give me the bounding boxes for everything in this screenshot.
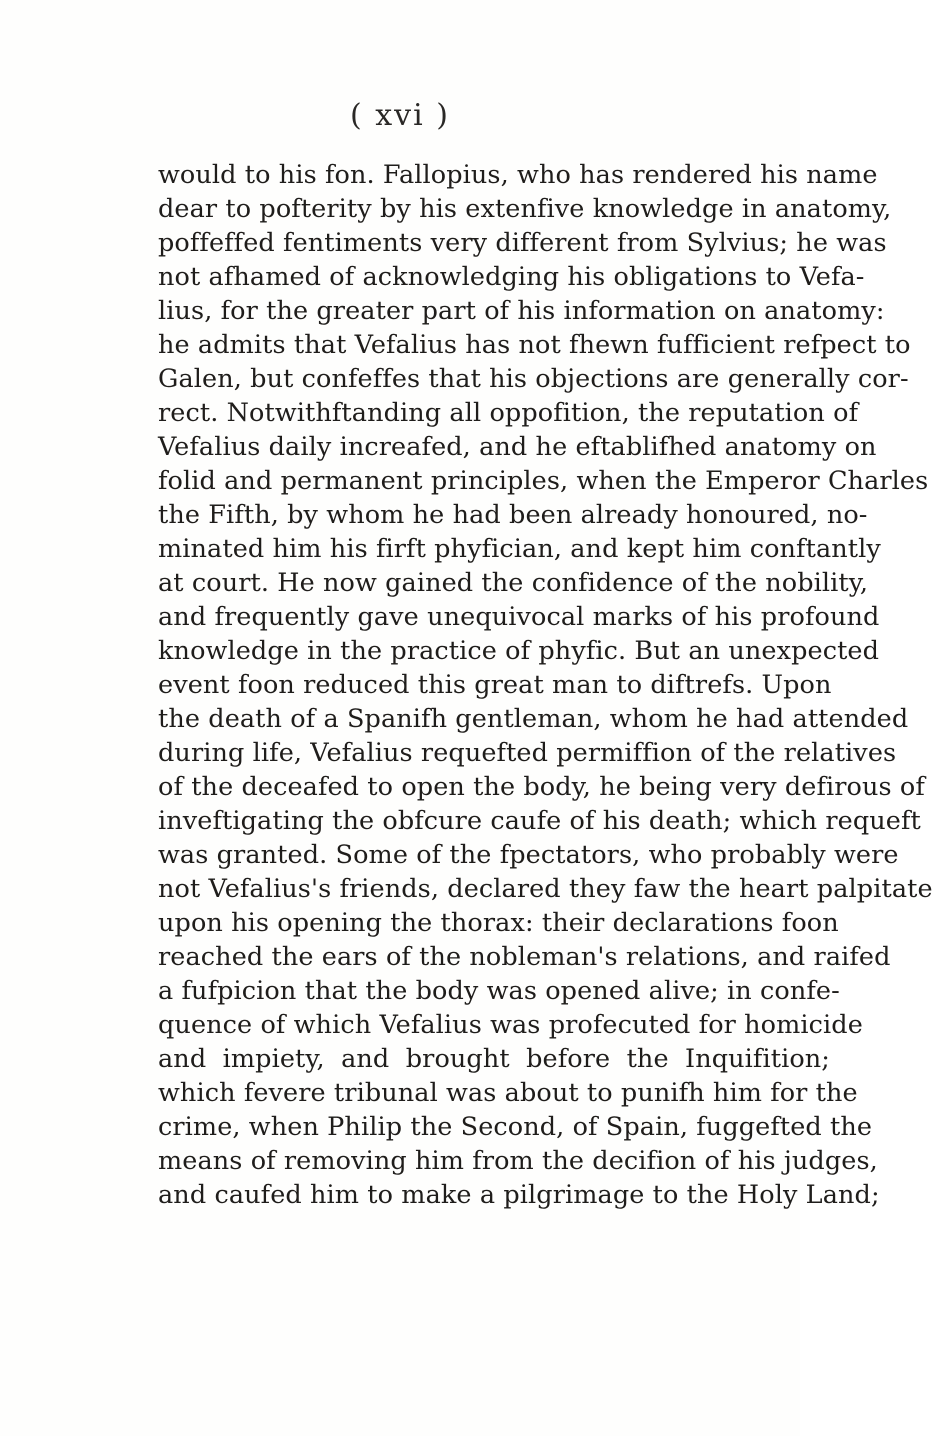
text-line: and frequently gave unequivocal marks of his profound	[158, 602, 880, 632]
text-line: rect. Notwithftanding all oppofition, the reputation of	[158, 398, 859, 428]
text-line: the death of a Spanifh gentleman, whom he had attended	[158, 704, 909, 734]
text-line: quence of which Vefalius was profecuted for homicide	[158, 1010, 863, 1040]
page-number: ( xvi )	[350, 98, 450, 133]
text-line: dear to pofterity by his extenfive knowledge in anatomy,	[158, 194, 892, 224]
text-line: Galen, but confeffes that his objections are generally cor-	[158, 364, 909, 394]
text-line: poffeffed fentiments very different from Sylvius; he was	[158, 228, 887, 258]
text-line: would to his fon. Fallopius, who has rendered his name	[158, 160, 878, 190]
text-line: he admits that Vefalius has not fhewn fufficient refpect to	[158, 330, 911, 360]
text-line: was granted. Some of the fpectators, who probably were	[158, 840, 899, 870]
text-line: means of removing him from the decifion of his judges,	[158, 1146, 878, 1176]
text-line: of the deceafed to open the body, he being very defirous of	[158, 772, 925, 802]
text-line: folid and permanent principles, when the Emperor Charles	[158, 466, 929, 496]
text-line: event foon reduced this great man to diftrefs. Upon	[158, 670, 832, 700]
text-line: and impiety, and brought before the Inquifition;	[158, 1044, 830, 1074]
text-line: reached the ears of the nobleman's relations, and raifed	[158, 942, 891, 972]
text-line: minated him his firft phyfician, and kept him conftantly	[158, 534, 881, 564]
text-line: not Vefalius's friends, declared they faw the heart palpitate	[158, 874, 933, 904]
text-line: inveftigating the obfcure caufe of his death; which requeft	[158, 806, 921, 836]
text-line: at court. He now gained the confidence of the nobility,	[158, 568, 869, 598]
text-line: which fevere tribunal was about to punifh him for the	[158, 1078, 858, 1108]
text-line: a fufpicion that the body was opened alive; in confe-	[158, 976, 840, 1006]
text-line: during life, Vefalius requefted permiffion of the relatives	[158, 738, 897, 768]
text-line: crime, when Philip the Second, of Spain, fuggefted the	[158, 1112, 873, 1142]
text-line: upon his opening the thorax: their declarations foon	[158, 908, 839, 938]
text-line: Vefalius daily increafed, and he eftablifhed anatomy on	[158, 432, 877, 462]
text-line: knowledge in the practice of phyfic. But an unexpected	[158, 636, 880, 666]
text-line: the Fifth, by whom he had been already honoured, no-	[158, 500, 868, 530]
text-line: and caufed him to make a pilgrimage to the Holy Land;	[158, 1180, 880, 1210]
text-line: not afhamed of acknowledging his obligations to Vefa-	[158, 262, 865, 292]
text-line: lius, for the greater part of his information on anatomy:	[158, 296, 885, 326]
